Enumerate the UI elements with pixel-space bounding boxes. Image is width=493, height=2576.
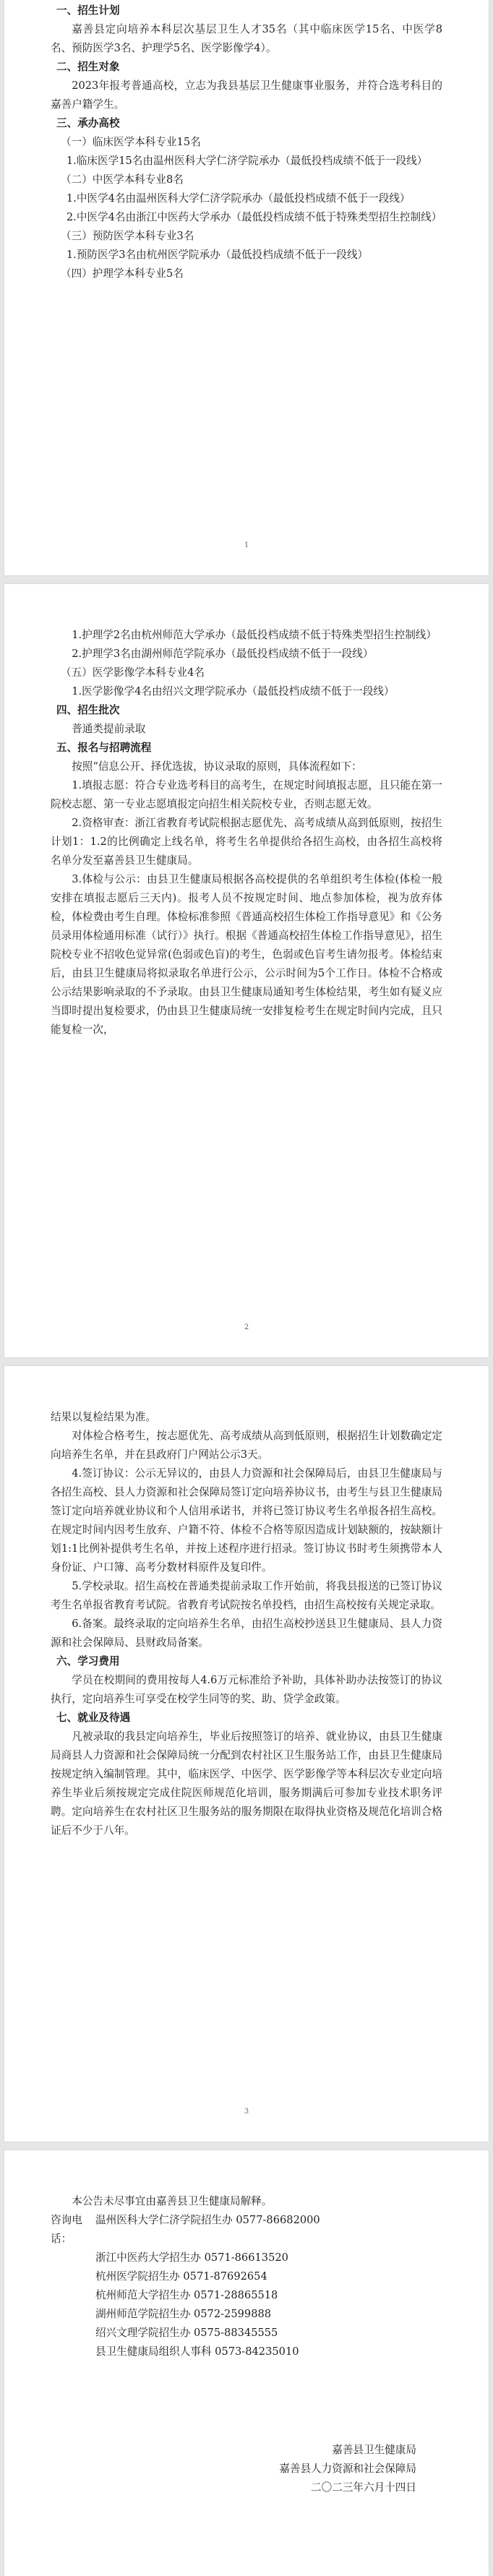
page-number: 2 [244,1323,249,1331]
document-page-2 [4,584,489,1357]
process-step-6: 6.备案。最终录取的定向培养生名单，由招生高校抄送县卫生健康局、县人力资源和社会保障局、县财政局备案。 [51,1618,442,1649]
issue-date: 二〇二三年六月十四日 [311,2481,416,2494]
section-title-fees: 六、学习费用 [56,1655,120,1667]
process-paragraph: 对体检合格考生，按志愿优先、高考成绩从高到低原则，根据招生计划数确定定向培养生名单，并在县政府门户网站公示3天。 [51,1430,442,1461]
process-step-5: 5.学校录取。招生高校在普通类提前录取工作开始前，将我县报送的已签订协议考生名单报省教育考试院。省教育考试院按名单投档，由招生高校按有关规定录取。 [51,1580,442,1611]
issuer-hr-bureau: 嘉善县人力资源和社会保障局 [279,2463,416,2475]
process-intro: 按照“信息公开、择优选拔，协议录取的原则，具体流程如下： [72,760,362,773]
item-imaging-1: 1.医学影像学4名由绍兴文理学院承办（最低投档成绩不低于一段线） [72,685,395,697]
document-page-4 [4,2150,489,2576]
closing-note: 本公告未尽事宜由嘉善县卫生健康局解释。 [72,2195,273,2207]
process-step-4: 4.签订协议：公示无异议的，由县人力资源和社会保障局后，由县卫生健康局与各招生高校、县人力资源和社会保障局签订定向培养协议书，由考生与县卫生健康局签订定向培养就业协议和个人信用承诺书，并将已签订协议考生名单报各招生高校。在规定时间内因考生放弃、户籍不符、体检不合格等原因造成计划缺额的，按缺额计划1:1比例补提供考生名单，并按上述程序进行招录。签订协议书时考生须携带本人身份证、户口簿、高考分数材料原件及复印件。 [51,1467,442,1573]
section-title-batch: 四、招生批次 [56,704,120,716]
process-step-2: 2.资格审查：浙江省教育考试院根据志愿优先、高考成绩从高到低原则，按招生计划1：1.2的比例确定上线名单，将考生名单提供给各招生高校，由各招生高校将名单分发至嘉善县卫生健康局。 [51,817,442,867]
item-clinical-1: 1.临床医学15名由温州医科大学仁济学院承办（最低投档成绩不低于一段线） [66,155,428,167]
section-text-target: 2023年报考普通高校，立志为我县基层卫生健康事业服务，并符合选考科目的嘉善户籍学生。 [51,80,442,111]
section-title-process: 五、报名与招聘流程 [56,742,152,754]
contact-entry: 绍兴文理学院招生办 0575-88345555 [95,2327,278,2339]
subsection-imaging: （五）医学影像学本科专业4名 [61,666,205,679]
subsection-nursing: （四）护理学本科专业5名 [61,267,184,280]
section-text-plan: 嘉善县定向培养本科层次基层卫生人才35名（其中临床医学15名、中医学8名、预防医学3名、护理学5名、医学影像学4）。 [51,23,442,54]
contact-row [51,2211,442,2249]
contact-row [51,2286,442,2305]
contact-row [51,2324,442,2343]
section-title-plan: 一、招生计划 [56,4,120,17]
item-tcm-1: 1.中医学4名由温州医科大学仁济学院承办（最低投档成绩不低于一段线） [66,192,411,205]
contact-entry: 杭州师范大学招生办 0571-28865518 [95,2289,278,2301]
contact-entry: 县卫生健康局组织人事科 0573-84235010 [95,2345,299,2358]
item-prevention-1: 1.预防医学3名由杭州医学院承办（最低投档成绩不低于一段线） [66,249,369,261]
process-step-1: 1.填报志愿：符合专业选考科目的高考生，在规定时间填报志愿，且只能在第一院校志愿、第一专业志愿填报定向招生相关院校专业，否则志愿无效。 [51,779,442,810]
process-step-3-continued: 结果以复检结果为准。 [51,1411,156,1423]
subsection-prevention: （三）预防医学本科专业3名 [61,230,194,242]
contact-row [51,2343,442,2361]
section-text-employment: 凡被录取的我县定向培养生，毕业后按照签订的培养、就业协议，由县卫生健康局商县人力资源和社会保障局统一分配到农村社区卫生服务站工作，由县卫生健康局按规定纳入编制管理。其中，临床医学、中医学、医学影像学等本科层次专业定向培养生毕业后须按规定完成住院医师规范化培训，服务期满后可参加专业技术职务评聘。定向培养生在农村社区卫生服务站的服务期限在取得执业资格及规范化培训合格证后不少于八年。 [51,1730,442,1837]
item-nursing-1: 1.护理学2名由杭州师范大学承办（最低投档成绩不低于特殊类型招生控制线） [72,629,437,641]
contact-entry: 湖州师范学院招生办 0572-2599888 [95,2308,272,2320]
section-title-target: 二、招生对象 [56,61,120,73]
contact-entry: 浙江中医药大学招生办 0571-86613520 [95,2251,288,2264]
document-page-3 [4,1366,489,2142]
item-nursing-2: 2.护理学3名由湖州师范学院承办（最低投档成绩不低于一段线） [72,648,374,660]
section-title-colleges: 三、承办高校 [56,117,120,129]
document-page-1 [4,0,489,575]
contact-row [51,2249,442,2267]
contact-label: 咨询电话： [51,2214,82,2245]
subsection-clinical: （一）临床医学本科专业15名 [61,136,201,148]
section-title-employment: 七、就业及待遇 [56,1712,131,1724]
section-text-batch: 普通类提前录取 [72,723,146,735]
contact-row [51,2267,442,2286]
issuer-health-bureau: 嘉善县卫生健康局 [332,2444,416,2456]
contact-entry: 杭州医学院招生办 0571-87692654 [95,2270,267,2283]
item-tcm-2: 2.中医学4名由浙江中医药大学承办（最低投档成绩不低于特殊类型招生控制线） [66,211,442,223]
section-text-fees: 学员在校期间的费用按每人4.6万元标准给予补助，具体补助办法按签订的协议执行，定向培养生可享受在校学生同等的奖、助、贷学金政策。 [51,1674,442,1705]
contact-row [51,2305,442,2324]
process-step-3: 3.体检与公示：由县卫生健康局根据各高校提供的名单组织考生体检(体检一般安排在填报志愿后三天内)。报考人员不按规定时间、地点参加体检，视为放弃体检，体检费由考生自理。体检标准参照《普通高校招生体检工作指导意见》和《公务员录用体检通用标准（试行）》执行。根据《普通高校招生体检工作指导意见》，招生院校专业不招收色觉异常(色弱或色盲)的考生，色弱或色盲考生请勿报考。体检结束后，由县卫生健康局将拟录取名单进行公示，公示时间为5个工作日。体检不合格或公示结果影响录取的不予录取。由县卫生健康局通知考生体检结果，考生如有疑义应当即时提出复检要求，仍由县卫生健康局统一安排复检考生在规定时间内完成，且只能复检一次， [51,873,442,1036]
subsection-tcm: （二）中医学本科专业8名 [61,173,184,186]
page-number: 3 [244,2108,249,2116]
contact-entry: 温州医科大学仁济学院招生办 0577-86682000 [95,2214,320,2226]
page-number: 1 [244,541,249,549]
signature-block [51,2441,442,2497]
